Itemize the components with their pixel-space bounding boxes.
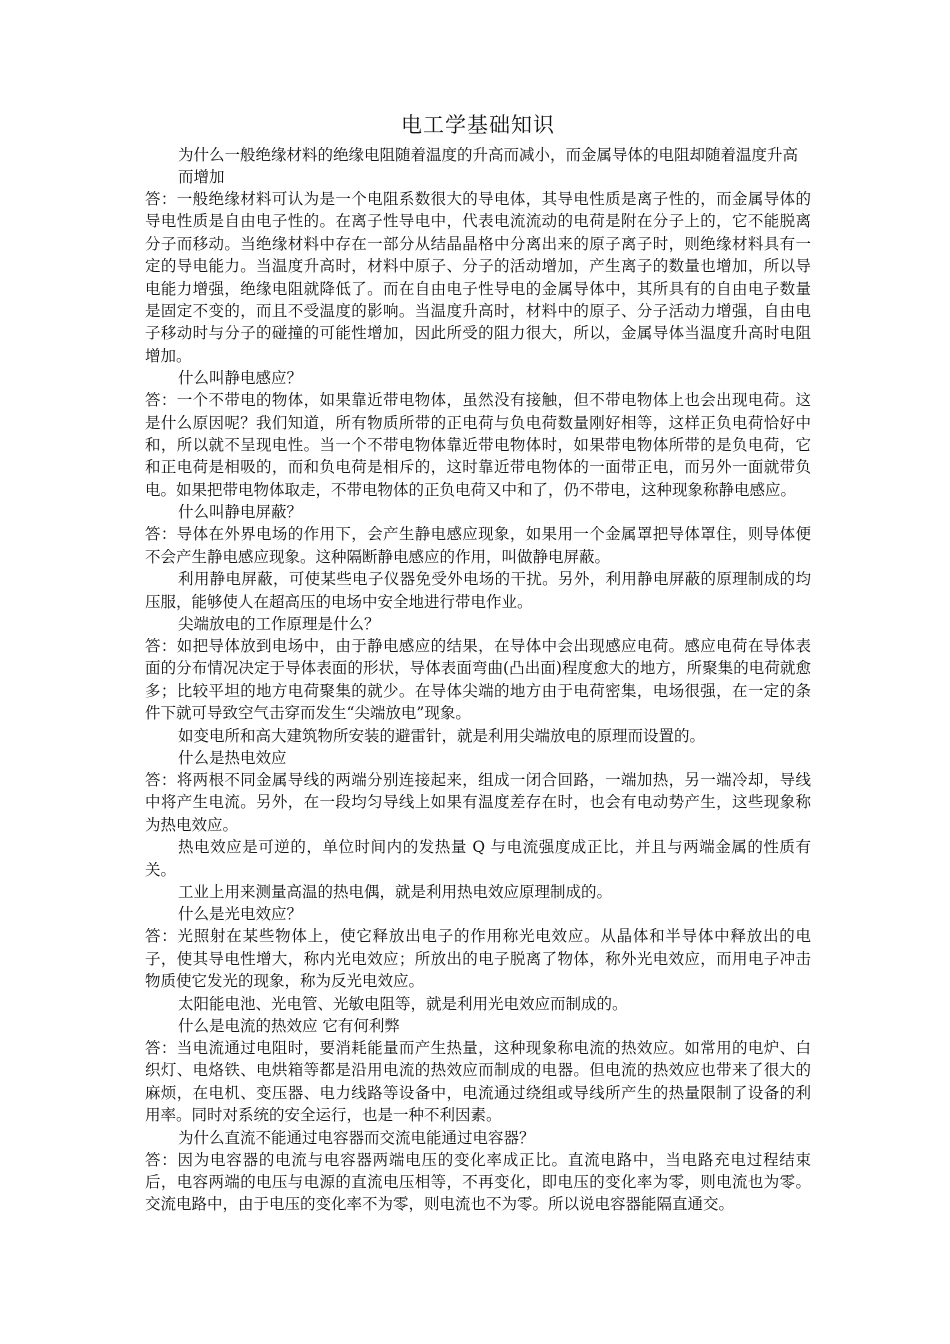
section-answer: 答：导体在外界电场的作用下，会产生静电感应现象，如果用一个金属罩把导体罩住，则导体便不会产生静电感应现象。这种隔断静电感应的作用，叫做静电屏蔽。 xyxy=(145,525,811,566)
section-answer: 答：光照射在某些物体上，使它释放出电子的作用称光电效应。从晶体和半导体中释放出的电子，使其导电性增大，称内光电效应；所放出的电子脱离了物体，称外光电效应，而用电子冲击物质使它发光的现象，称为反光电效应。 xyxy=(145,927,811,991)
section-photoelectric-effect xyxy=(145,903,811,1015)
section-question: 尖端放电的工作原理是什么？ xyxy=(178,614,380,633)
section-capacitor-dc-ac xyxy=(145,1127,811,1216)
section-answer: 答：将两根不同金属导线的两端分别连接起来，组成一闭合回路，一端加热，另一端冷却，导线中将产生电流。另外，在一段均匀导线上如果有温度差存在时，也会有电动势产生，这些现象称为热电效应。 xyxy=(145,770,811,834)
section-question: 为什么一般绝缘材料的绝缘电阻随着温度的升高而减小，而金属导体的电阻却随着温度升高而增加 xyxy=(178,146,799,186)
section-joule-heating xyxy=(145,1015,811,1127)
section-question: 什么叫静电屏蔽？ xyxy=(178,503,303,522)
section-question: 什么是光电效应？ xyxy=(178,905,303,924)
section-thermoelectric-effect xyxy=(145,747,811,903)
section-question: 什么是电流的热效应 它有何利弊 xyxy=(178,1017,400,1035)
section-insulation-resistance xyxy=(145,144,811,367)
section-point-discharge xyxy=(145,613,811,747)
section-answer: 答：如把导体放到电场中，由于静电感应的结果，在导体中会出现感应电荷。感应电荷在导体表面的分布情况决定于导体表面的形状，导体表面弯曲(凸出面)程度愈大的地方，所聚集的电荷就愈多；比较平坦的地方电荷聚集的就少。在导体尖端的地方由于电荷密集，电场很强，在一定的条件下就可导致空气击穿而发生“尖端放电”现象。 xyxy=(145,636,811,723)
section-paragraph: 热电效应是可逆的，单位时间内的发热量 Q 与电流强度成正比，并且与两端金属的性质有关。 xyxy=(145,838,811,879)
section-paragraph: 如变电所和高大建筑物所安装的避雷针，就是利用尖端放电的原理而设置的。 xyxy=(178,726,706,745)
section-answer: 答：一般绝缘材料可认为是一个电阻系数很大的导电体，其导电性质是离子性的，而金属导体的导电性质是自由电子性的。在离子性导电中，代表电流流动的电荷是附在分子上的，它不能脱离分子而移动。当绝缘材料中存在一部分从结晶晶格中分离出来的原子离子时，则绝缘材料具有一定的导电能力。当温度升高时，材料中原子、分子的活动增加，产生离子的数量也增加，所以导电能力增强，绝缘电阻就降低了。而在自由电子性导电的金属导体中，其所具有的自由电子数量是固定不变的，而且不受温度的影响。当温度升高时，材料中的原子、分子活动力增强，自由电子移动时与分子的碰撞的可能性增加，因此所受的阻力很大，所以，金属导体当温度升高时电阻增加。 xyxy=(145,190,811,365)
section-question: 什么是热电效应 xyxy=(178,748,287,767)
section-answer: 答：因为电容器的电流与电容器两端电压的变化率成正比。直流电路中，当电路充电过程结束后，电容两端的电压与电源的直流电压相等，不再变化，即电压的变化率为零，则电流也为零。交流电路中，由于电压的变化率不为零，则电流也不为零。所以说电容器能隔直通交。 xyxy=(145,1150,811,1214)
section-answer: 答：当电流通过电阻时，要消耗能量而产生热量，这种现象称电流的热效应。如常用的电炉、白织灯、电烙铁、电烘箱等都是沿用电流的热效应而制成的电器。但电流的热效应也带来了很大的麻烦，在电机、变压器、电力线路等设备中，电流通过绕组或导线所产生的热量限制了设备的利用率。同时对系统的安全运行，也是一种不利因素。 xyxy=(145,1039,811,1125)
section-answer: 答：一个不带电的物体，如果靠近带电物体，虽然没有接触，但不带电物体上也会出现电荷。这是什么原因呢？我们知道，所有物质所带的正电荷与负电荷数量刚好相等，这样正负电荷恰好中和，所以就不呈现电性。当一个不带电物体靠近带电物体时，如果带电物体所带的是负电荷，它和正电荷是相吸的，而和负电荷是相斥的，这时靠近带电物体的一面带正电，而另外一面就带负电。如果把带电物体取走，不带电物体的正负电荷又中和了，仍不带电，这种现象称静电感应。 xyxy=(145,391,811,499)
section-electrostatic-shielding xyxy=(145,501,811,613)
section-electrostatic-induction xyxy=(145,367,811,501)
document-title: 电工学基础知识 xyxy=(401,113,555,137)
section-paragraph: 工业上用来测量高温的热电偶，就是利用热电效应原理制成的。 xyxy=(178,882,613,901)
section-paragraph: 太阳能电池、光电管、光敏电阻等，就是利用光电效应而制成的。 xyxy=(178,994,628,1013)
document-page xyxy=(145,108,811,1216)
section-question: 为什么直流不能通过电容器而交流电能通过电容器？ xyxy=(178,1128,535,1147)
section-question: 什么叫静电感应？ xyxy=(178,369,303,388)
section-paragraph: 利用静电屏蔽，可使某些电子仪器免受外电场的干扰。另外，利用静电屏蔽的原理制成的均压服，能够使人在超高压的电场中安全地进行带电作业。 xyxy=(145,570,811,611)
